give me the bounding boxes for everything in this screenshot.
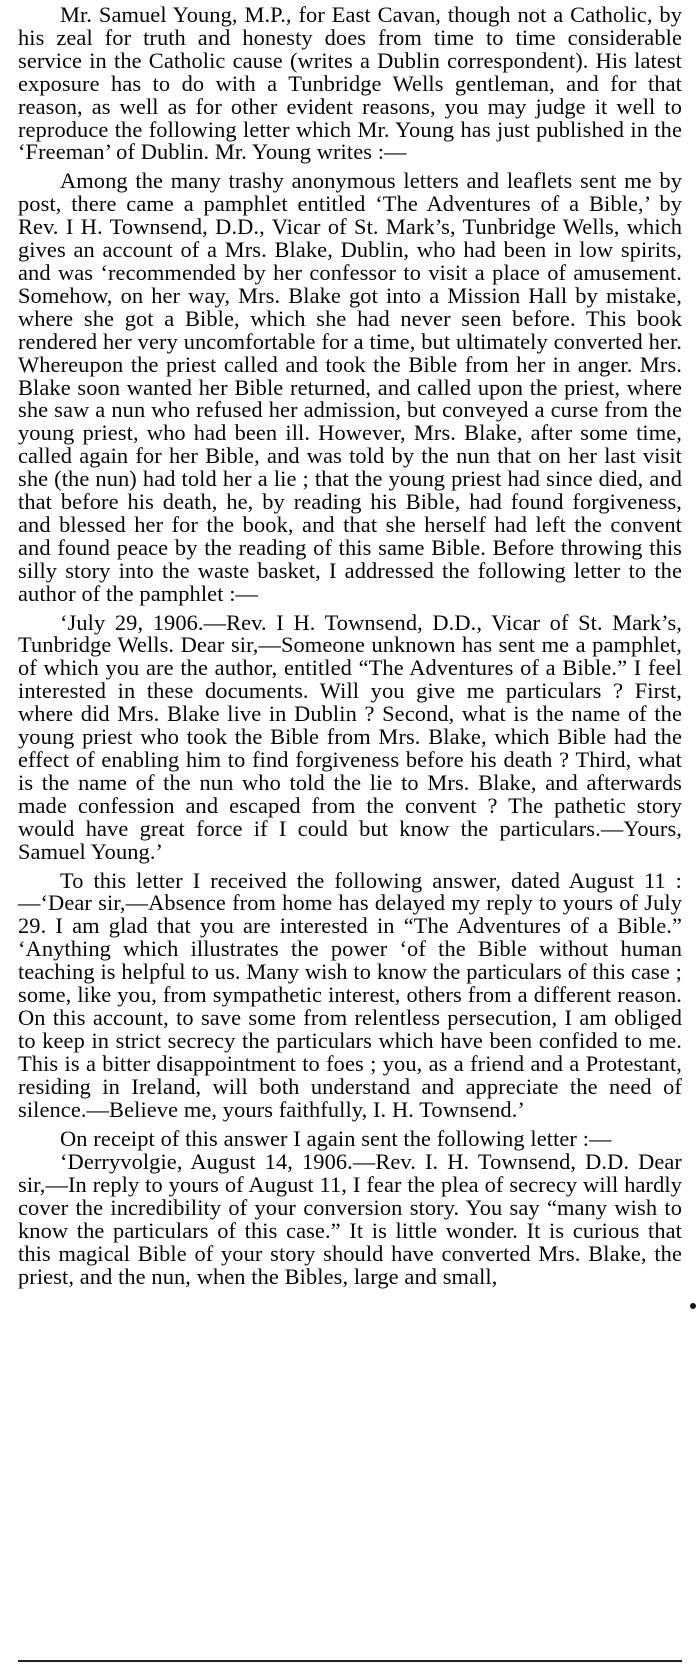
article-paragraph-first-letter: ‘July 29, 1906.—Rev. I H. Townsend, D.D., Vicar of St. Mark’s, Tunbridge Wells. Dear sir,—Someone unknown has sent me a pamphlet, of which you are the author, entitled “The Adventures of a Bible.” I feel interested in these documents. Will you give me particulars ? First, where did Mrs. Blake live in Dublin ? Second, what is the name of the young priest who took the Bible from Mrs. Blake, which Bible had the effect of enabling him to find forgiveness before his death ? Third, what is the name of the nun who told the lie to Mrs. Blake, and afterwards made confession and escaped from the convent ? The pathetic story would have great force if I could but know the particulars.—Yours, Samuel Young.’ [18,609,682,864]
article-paragraph-intro: Mr. Samuel Young, M.P., for East Cavan, though not a Catholic, by his zeal for truth and honesty does from time to time considerable service in the Catholic cause (writes a Dublin correspondent). His latest exposure has to do with a Tunbridge Wells gentleman, and for that reason, as well as for other evident reasons, you may judge it well to reproduce the following letter which Mr. Young has just published in the ‘Freeman’ of Dublin. Mr. Young writes :— [18,2,682,165]
article-paragraph-second-letter: ‘Derryvolgie, August 14, 1906.—Rev. I. H. Townsend, D.D. Dear sir,—In reply to yours of August 11, I fear the plea of secrecy will hardly cover the incredibility of your conversion story. You say “many wish to know the particulars of this case.” It is little wonder. It is curious that this magical Bible of your story should have converted Mrs. Blake, the priest, and the nun, when the Bibles, large and small, [18,1149,682,1289]
column-bottom-rule [18,1660,682,1662]
article-paragraph-pamphlet: Among the many trashy anonymous letters and leaflets sent me by post, there came a pamphlet entitled ‘The Adventures of a Bible,’ by Rev. I H. Townsend, D.D., Vicar of St. Mark’s, Tunbridge Wells, which gives an account of a Mrs. Blake, Dublin, who had been in low spirits, and was ‘recommended by her confessor to visit a place of amusement. Somehow, on her way, Mrs. Blake got into a Mission Hall by mistake, where she got a Bible, which she had never seen before. This book rendered her very uncomfortable for a time, but ultimately converted her. Whereupon the priest called and took the Bible from her in anger. Mrs. Blake soon wanted her Bible returned, and called upon the priest, where she saw a nun who refused her admission, but conveyed a curse from the young priest, who had been ill. However, Mrs. Blake, after some time, called again for her Bible, and was told by the nun that on her last visit she (the nun) had told her a lie ; that the young priest had since died, and that before his death, he, by reading his Bible, had found forgiveness, and blessed her for the book, and that she herself had left the convent and found peace by the reading of this same Bible. Before throwing this silly story into the waste basket, I addressed the following letter to the author of the pamphlet :— [18,168,682,606]
article-column [18,4,682,1295]
article-paragraph-answer: To this letter I received the following answer, dated August 11 :—‘Dear sir,—Absence from home has delayed my reply to yours of July 29. I am glad that you are interested in “The Adventures of a Bible.” ‘Anything which illustrates the power ‘of the Bible without human teaching is helpful to us. Many wish to know the particulars of this case ; some, like you, from sympathetic interest, others from a different reason. On this account, to save some from relentless persecution, I am obliged to keep in strict secrecy the particulars which have been confided to me. This is a bitter disappointment to foes ; you, as a friend and a Protestant, residing in Ireland, will both understand and appreciate the need of silence.—Believe me, yours faithfully, I. H. Townsend.’ [18,867,682,1122]
article-paragraph-receipt: On receipt of this answer I again sent the following letter :— [60,1125,612,1151]
margin-dot-mark [690,1303,696,1309]
